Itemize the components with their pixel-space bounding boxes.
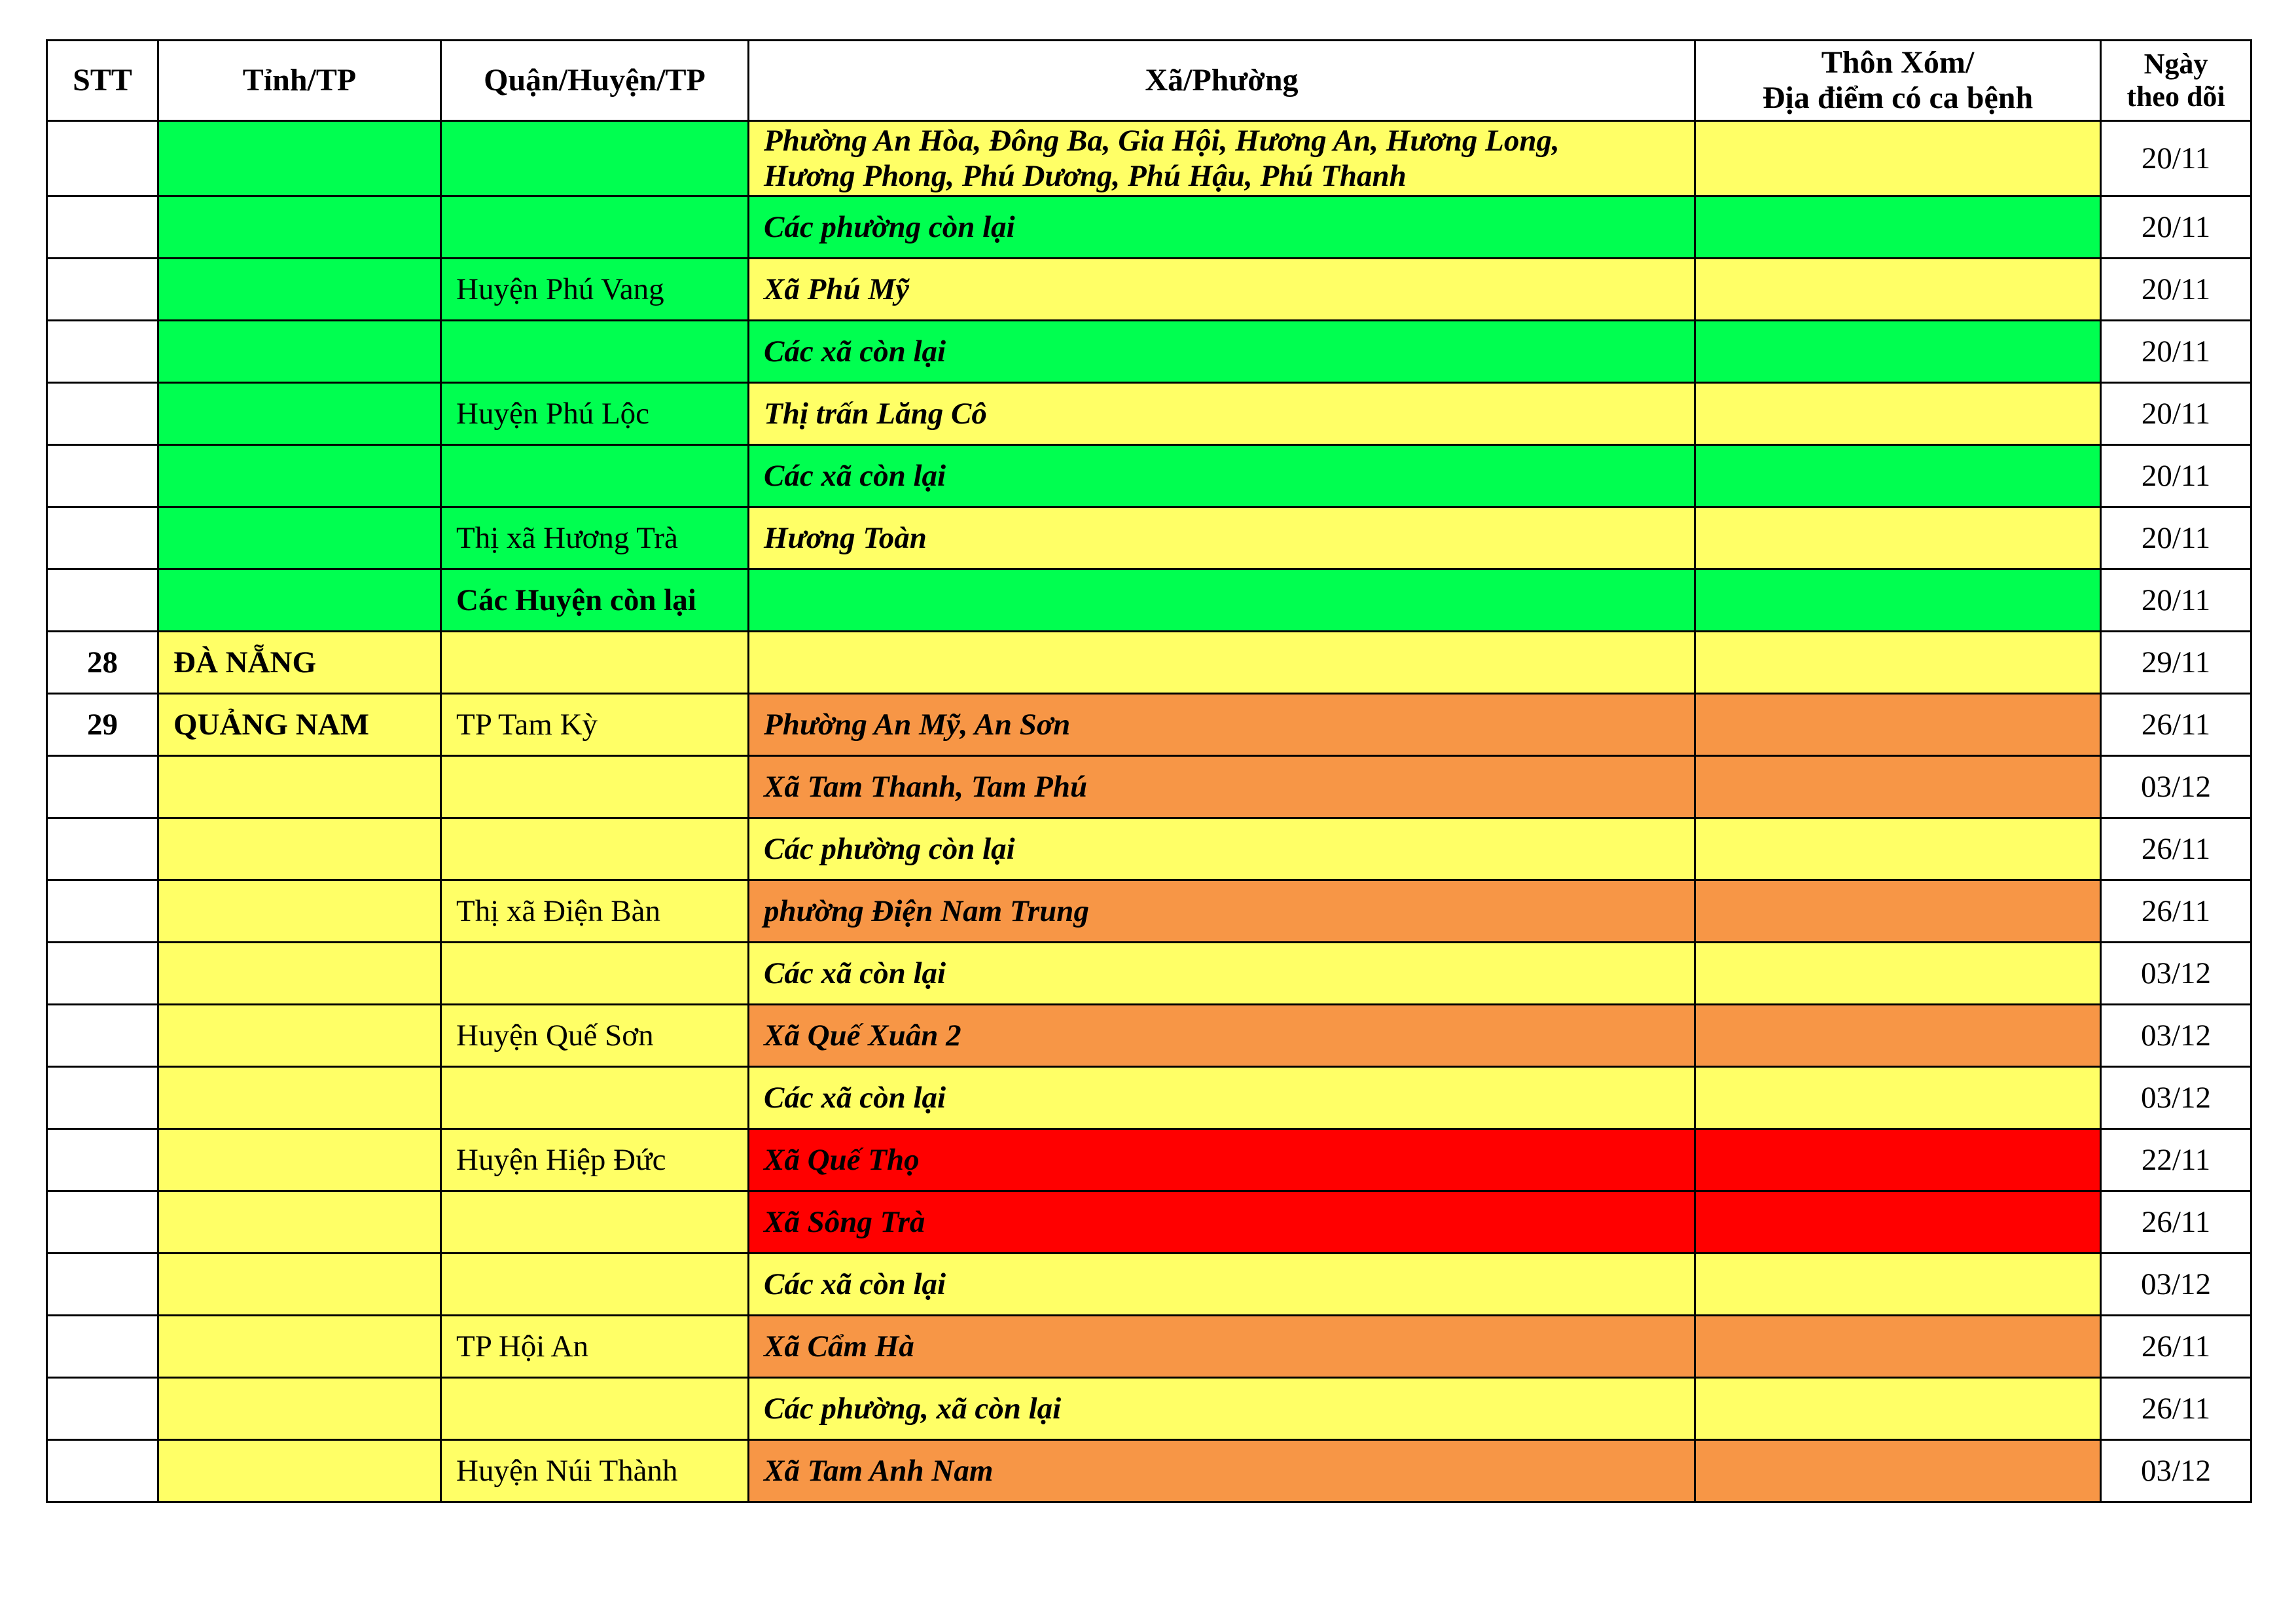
- cell-stt: [47, 1129, 158, 1191]
- cell-ngay: 26/11: [2101, 694, 2251, 756]
- header-huyen: Quận/Huyện/TP: [441, 41, 749, 121]
- cell-ngay: 03/12: [2101, 1067, 2251, 1129]
- cell-ngay: 20/11: [2101, 121, 2251, 196]
- cell-huyen: Các Huyện còn lại: [441, 569, 749, 632]
- cell-tinh: [158, 1005, 441, 1067]
- cell-stt: [47, 1005, 158, 1067]
- table-row: [47, 383, 2251, 445]
- cell-xa: Hương Toàn: [749, 507, 1695, 569]
- cell-ngay: 26/11: [2101, 818, 2251, 880]
- cell-ngay: 03/12: [2101, 1254, 2251, 1316]
- cell-stt: [47, 569, 158, 632]
- cell-huyen: [441, 632, 749, 694]
- cell-tinh: [158, 818, 441, 880]
- cell-ngay: 20/11: [2101, 507, 2251, 569]
- cell-stt: [47, 1378, 158, 1440]
- cell-tinh: [158, 1191, 441, 1254]
- table-row: [47, 1129, 2251, 1191]
- table-row: [47, 1316, 2251, 1378]
- cell-thon: [1695, 569, 2101, 632]
- cell-ngay: 20/11: [2101, 196, 2251, 259]
- cell-tinh: [158, 756, 441, 818]
- cell-xa: [749, 121, 1695, 196]
- cell-ngay: 03/12: [2101, 1440, 2251, 1502]
- cell-huyen: [441, 1254, 749, 1316]
- cell-ngay: 26/11: [2101, 880, 2251, 943]
- cell-xa: Xã Phú Mỹ: [749, 259, 1695, 321]
- cell-tinh: [158, 445, 441, 507]
- cell-tinh: ĐÀ NẴNG: [158, 632, 441, 694]
- table-row: [47, 818, 2251, 880]
- cell-stt: [47, 1191, 158, 1254]
- table-row: [47, 880, 2251, 943]
- cell-stt: [47, 880, 158, 943]
- cell-huyen: Huyện Núi Thành: [441, 1440, 749, 1502]
- cell-stt: 29: [47, 694, 158, 756]
- cell-ngay: 20/11: [2101, 321, 2251, 383]
- cell-ngay: 20/11: [2101, 383, 2251, 445]
- cell-thon: [1695, 1005, 2101, 1067]
- cell-stt: [47, 1440, 158, 1502]
- cell-ngay: 26/11: [2101, 1191, 2251, 1254]
- cell-thon: [1695, 818, 2101, 880]
- cell-stt: [47, 445, 158, 507]
- cell-thon: [1695, 1440, 2101, 1502]
- cell-xa: Xã Quế Xuân 2: [749, 1005, 1695, 1067]
- cell-thon: [1695, 1129, 2101, 1191]
- cell-thon: [1695, 756, 2101, 818]
- table-row: [47, 694, 2251, 756]
- cell-ngay: 29/11: [2101, 632, 2251, 694]
- cell-tinh: QUẢNG NAM: [158, 694, 441, 756]
- cell-thon: [1695, 321, 2101, 383]
- cell-tinh: [158, 383, 441, 445]
- cell-ngay: 20/11: [2101, 259, 2251, 321]
- cell-xa: Các phường còn lại: [749, 818, 1695, 880]
- cell-xa: Xã Tam Thanh, Tam Phú: [749, 756, 1695, 818]
- cell-stt: [47, 1067, 158, 1129]
- cell-xa: phường Điện Nam Trung: [749, 880, 1695, 943]
- cell-thon: [1695, 383, 2101, 445]
- cell-huyen: Thị xã Điện Bàn: [441, 880, 749, 943]
- header-stt: STT: [47, 41, 158, 121]
- cell-huyen: TP Hội An: [441, 1316, 749, 1378]
- cell-huyen: Huyện Phú Vang: [441, 259, 749, 321]
- cell-huyen: [441, 1378, 749, 1440]
- cell-tinh: [158, 507, 441, 569]
- header-ngay: [2101, 41, 2251, 121]
- cell-thon: [1695, 259, 2101, 321]
- cell-xa: Phường An Mỹ, An Sơn: [749, 694, 1695, 756]
- cell-huyen: Huyện Hiệp Đức: [441, 1129, 749, 1191]
- cell-tinh: [158, 1067, 441, 1129]
- cell-huyen: [441, 321, 749, 383]
- cell-thon: [1695, 1378, 2101, 1440]
- cell-huyen: [441, 445, 749, 507]
- cell-huyen: [441, 756, 749, 818]
- table-row: [47, 632, 2251, 694]
- cell-tinh: [158, 569, 441, 632]
- cell-xa: Xã Cẩm Hà: [749, 1316, 1695, 1378]
- cell-huyen: Huyện Phú Lộc: [441, 383, 749, 445]
- cell-thon: [1695, 1191, 2101, 1254]
- cell-thon: [1695, 507, 2101, 569]
- table-row: [47, 1067, 2251, 1129]
- header-tinh: Tỉnh/TP: [158, 41, 441, 121]
- cell-tinh: [158, 121, 441, 196]
- table-row: [47, 196, 2251, 259]
- table-row: [47, 1440, 2251, 1502]
- cell-xa: Các xã còn lại: [749, 1254, 1695, 1316]
- cell-stt: [47, 756, 158, 818]
- cell-xa: Các xã còn lại: [749, 943, 1695, 1005]
- table-header-row: [47, 41, 2251, 121]
- cell-ngay: 26/11: [2101, 1378, 2251, 1440]
- cell-huyen: [441, 943, 749, 1005]
- cell-stt: [47, 818, 158, 880]
- header-ngay-line2: theo dõi: [2126, 81, 2225, 113]
- cell-xa: Xã Sông Trà: [749, 1191, 1695, 1254]
- cell-thon: [1695, 694, 2101, 756]
- cell-ngay: 22/11: [2101, 1129, 2251, 1191]
- cell-xa: Các xã còn lại: [749, 1067, 1695, 1129]
- cell-xa: Xã Tam Anh Nam: [749, 1440, 1695, 1502]
- table-row: [47, 445, 2251, 507]
- table-row: [47, 507, 2251, 569]
- covid-risk-table-page: [46, 39, 2250, 1503]
- cell-xa-line2: Hương Phong, Phú Dương, Phú Hậu, Phú Thanh: [764, 159, 1407, 193]
- cell-huyen: [441, 196, 749, 259]
- header-thon: [1695, 41, 2101, 121]
- cell-ngay: 03/12: [2101, 756, 2251, 818]
- cell-xa-line1: Phường An Hòa, Đông Ba, Gia Hội, Hương An, Hương Long,: [764, 124, 1560, 158]
- cell-xa: Các xã còn lại: [749, 321, 1695, 383]
- cell-xa: Thị trấn Lăng Cô: [749, 383, 1695, 445]
- cell-tinh: [158, 1129, 441, 1191]
- cell-tinh: [158, 196, 441, 259]
- cell-stt: [47, 1316, 158, 1378]
- table-body: [47, 121, 2251, 1502]
- cell-stt: [47, 321, 158, 383]
- cell-tinh: [158, 1378, 441, 1440]
- cell-xa: [749, 569, 1695, 632]
- cell-stt: [47, 943, 158, 1005]
- cell-huyen: TP Tam Kỳ: [441, 694, 749, 756]
- cell-thon: [1695, 1316, 2101, 1378]
- cell-thon: [1695, 445, 2101, 507]
- table-row: [47, 1378, 2251, 1440]
- table-row: [47, 1005, 2251, 1067]
- table-row: [47, 259, 2251, 321]
- header-thon-line2: Địa điểm có ca bệnh: [1762, 81, 2034, 115]
- table-row: [47, 1191, 2251, 1254]
- cell-ngay: 20/11: [2101, 445, 2251, 507]
- table-row: [47, 943, 2251, 1005]
- cell-stt: [47, 507, 158, 569]
- cell-thon: [1695, 1067, 2101, 1129]
- cell-stt: [47, 259, 158, 321]
- risk-level-table: [46, 39, 2252, 1503]
- cell-ngay: 20/11: [2101, 569, 2251, 632]
- header-ngay-line1: Ngày: [2144, 48, 2208, 80]
- table-row: [47, 756, 2251, 818]
- cell-huyen: [441, 818, 749, 880]
- cell-thon: [1695, 121, 2101, 196]
- cell-xa: Các xã còn lại: [749, 445, 1695, 507]
- cell-tinh: [158, 1440, 441, 1502]
- table-row: [47, 321, 2251, 383]
- cell-huyen: [441, 1191, 749, 1254]
- cell-tinh: [158, 880, 441, 943]
- cell-tinh: [158, 1316, 441, 1378]
- cell-huyen: [441, 1067, 749, 1129]
- table-row: [47, 1254, 2251, 1316]
- cell-stt: [47, 196, 158, 259]
- cell-tinh: [158, 321, 441, 383]
- cell-thon: [1695, 880, 2101, 943]
- cell-stt: [47, 383, 158, 445]
- cell-thon: [1695, 196, 2101, 259]
- cell-stt: [47, 1254, 158, 1316]
- cell-huyen: Huyện Quế Sơn: [441, 1005, 749, 1067]
- cell-tinh: [158, 943, 441, 1005]
- cell-tinh: [158, 259, 441, 321]
- cell-thon: [1695, 943, 2101, 1005]
- cell-ngay: 03/12: [2101, 943, 2251, 1005]
- cell-huyen: Thị xã Hương Trà: [441, 507, 749, 569]
- table-row: [47, 569, 2251, 632]
- cell-stt: [47, 121, 158, 196]
- cell-thon: [1695, 632, 2101, 694]
- header-thon-line1: Thôn Xóm/: [1821, 45, 1975, 80]
- cell-xa: Các phường còn lại: [749, 196, 1695, 259]
- cell-huyen: [441, 121, 749, 196]
- cell-tinh: [158, 1254, 441, 1316]
- cell-xa: Xã Quế Thọ: [749, 1129, 1695, 1191]
- cell-ngay: 26/11: [2101, 1316, 2251, 1378]
- cell-ngay: 03/12: [2101, 1005, 2251, 1067]
- table-row: [47, 121, 2251, 196]
- cell-thon: [1695, 1254, 2101, 1316]
- cell-stt: 28: [47, 632, 158, 694]
- header-xa: Xã/Phường: [749, 41, 1695, 121]
- cell-xa: Các phường, xã còn lại: [749, 1378, 1695, 1440]
- cell-xa: [749, 632, 1695, 694]
